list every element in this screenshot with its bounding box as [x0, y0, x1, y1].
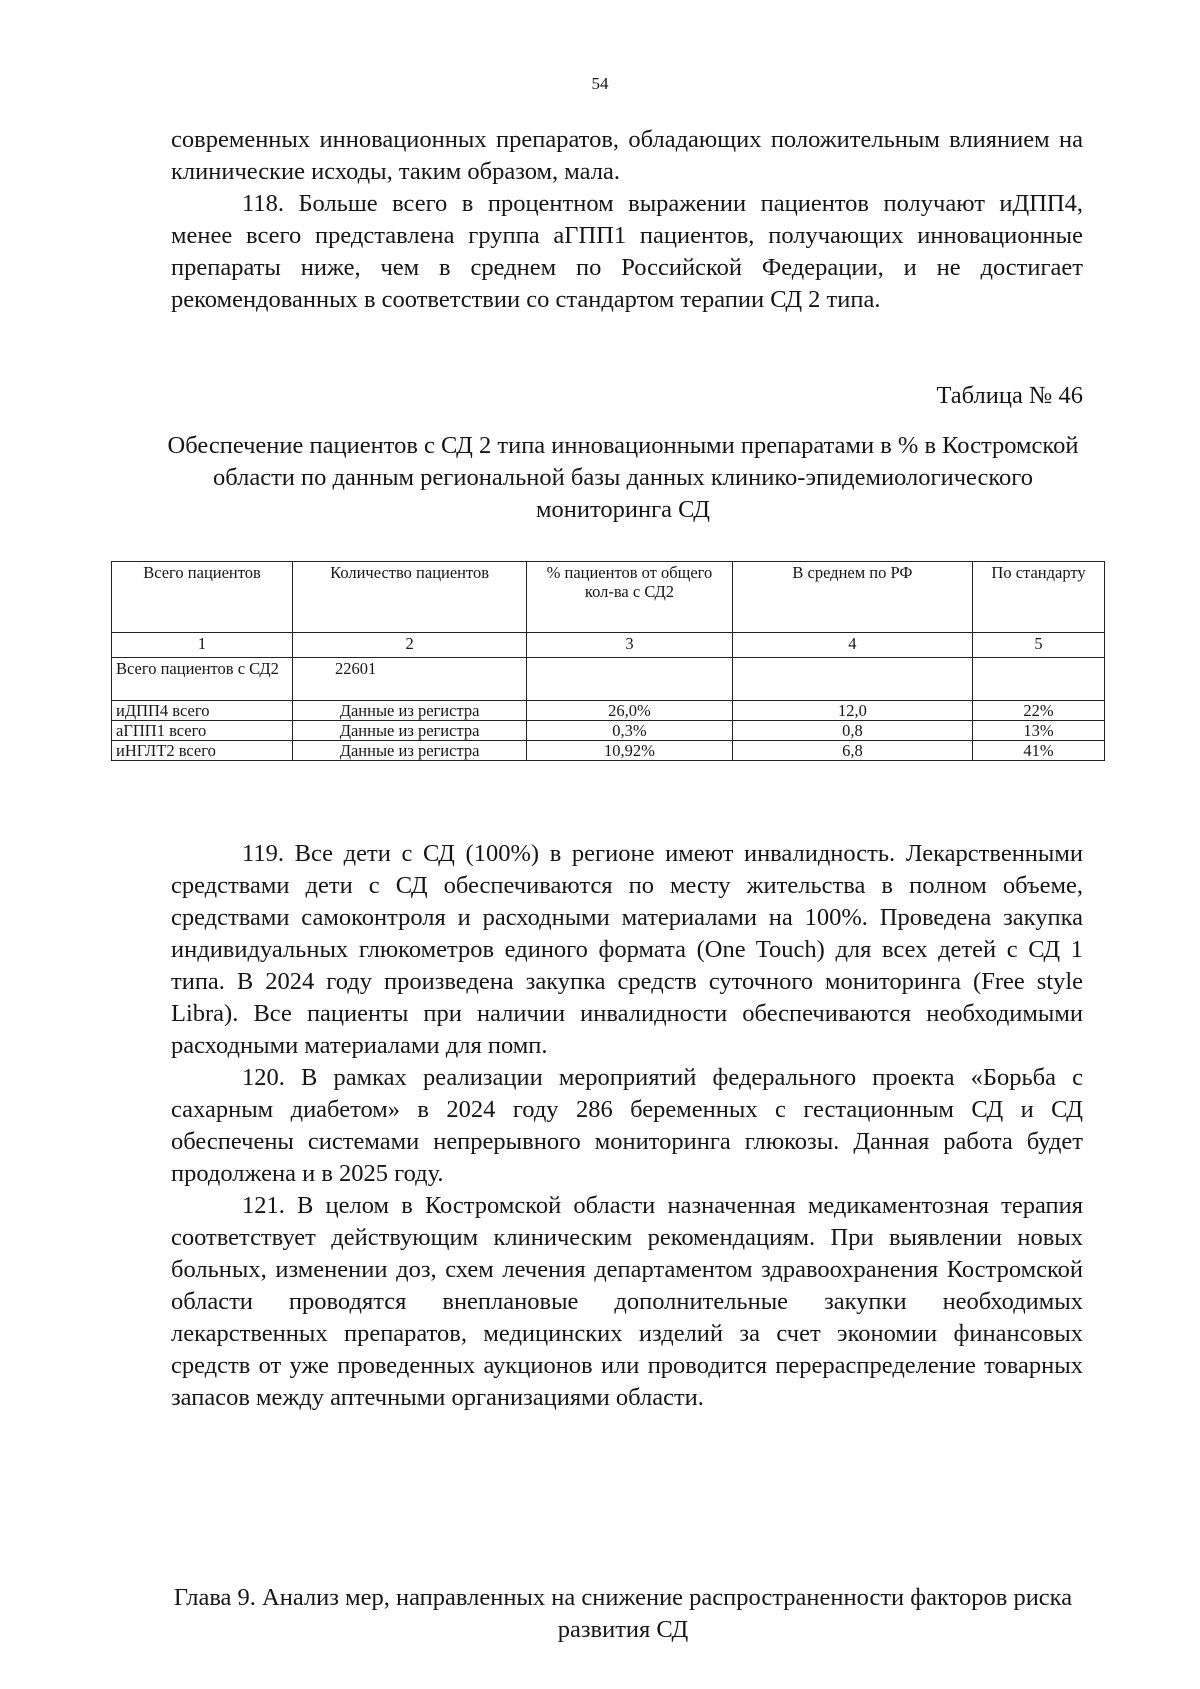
table-header-cell: Количество пациентов [293, 562, 527, 633]
table-header-cell: % пациентов от общего кол-ва с СД2 [527, 562, 733, 633]
intro-paragraph: современных инновационных препаратов, обладающих положительным влиянием на клинические исходы, таким образом, мала. [171, 126, 1083, 185]
table-column-number: 5 [973, 633, 1105, 658]
table-cell: 41% [973, 741, 1105, 761]
table-cell: 0,8 [732, 721, 972, 741]
table-column-number: 4 [732, 633, 972, 658]
table-cell: Данные из регистра [293, 741, 527, 761]
table-column-number: 2 [293, 633, 527, 658]
table-row [112, 658, 1105, 701]
table-cell: 22601 [293, 658, 527, 701]
chapter-title: Глава 9. Анализ мер, направленных на снижение распространенности факторов риска развития СД [173, 1584, 1073, 1643]
table-cell: аГПП1 всего [112, 721, 293, 741]
text-block-main [171, 838, 1083, 1414]
table-column-number: 3 [527, 633, 733, 658]
table-cell: 26,0% [527, 701, 733, 721]
table-cell: 13% [973, 721, 1105, 741]
table-cell [527, 658, 733, 701]
table-cell: Всего пациентов с СД2 [112, 658, 293, 701]
table-cell: Данные из регистра [293, 701, 527, 721]
data-table [111, 561, 1105, 761]
table-cell: 22% [973, 701, 1105, 721]
table-cell: иНГЛТ2 всего [112, 741, 293, 761]
table-row [112, 701, 1105, 721]
paragraph-118: 118. Больше всего в процентном выражении пациентов получают иДПП4, менее всего представлена группа аГПП1 пациентов, получающих инновационные препараты ниже, чем в среднем по Российской Федерации, и не достигает рекомендованных в соответствии со стандартом терапии СД 2 типа. [171, 190, 1083, 313]
table-label: Таблица № 46 [936, 382, 1083, 409]
table-header-row [112, 562, 1105, 633]
table-row [112, 741, 1105, 761]
table-cell: Данные из регистра [293, 721, 527, 741]
table-title: Обеспечение пациентов с СД 2 типа инновационными препаратами в % в Костромской области по данным региональной базы данных клинико-эпидемиологического мониторинга СД [167, 432, 1079, 523]
table-column-number-row [112, 633, 1105, 658]
table-header-cell: В среднем по РФ [732, 562, 972, 633]
table-header-cell: Всего пациентов [112, 562, 293, 633]
table-cell: 0,3% [527, 721, 733, 741]
paragraph-120: 120. В рамках реализации мероприятий федерального проекта «Борьба с сахарным диабетом» в 2024 году 286 беременных с гестационным СД и СД обеспечены системами непрерывного мониторинга глюкозы. Данная работа будет продолжена и в 2025 году. [171, 1064, 1083, 1187]
table-column-number: 1 [112, 633, 293, 658]
table-header-cell: По стандарту [973, 562, 1105, 633]
table-cell: 10,92% [527, 741, 733, 761]
table-cell: иДПП4 всего [112, 701, 293, 721]
text-block-top [171, 124, 1083, 316]
table-cell [973, 658, 1105, 701]
table-cell: 12,0 [732, 701, 972, 721]
page-number: 54 [591, 74, 609, 93]
paragraph-121: 121. В целом в Костромской области назначенная медикаментозная терапия соответствует действующим клиническим рекомендациям. При выявлении новых больных, изменении доз, схем лечения департаментом здравоохранения Костромской области проводятся внеплановые дополнительные закупки необходимых лекарственных препаратов, медицинских изделий за счет экономии финансовых средств от уже проведенных аукционов или проводится перераспределение товарных запасов между аптечными организациями области. [171, 1192, 1083, 1411]
paragraph-119: 119. Все дети с СД (100%) в регионе имеют инвалидность. Лекарственными средствами дети с СД обеспечиваются по месту жительства в полном объеме, средствами самоконтроля и расходными материалами на 100%. Проведена закупка индивидуальных глюкометров единого формата (One Touch) для всех детей с СД 1 типа. В 2024 году произведена закупка средств суточного мониторинга (Free style Libra). Все пациенты при наличии инвалидности обеспечиваются необходимыми расходными материалами для помп. [171, 840, 1083, 1059]
table-row [112, 721, 1105, 741]
table-cell [732, 658, 972, 701]
table-cell: 6,8 [732, 741, 972, 761]
